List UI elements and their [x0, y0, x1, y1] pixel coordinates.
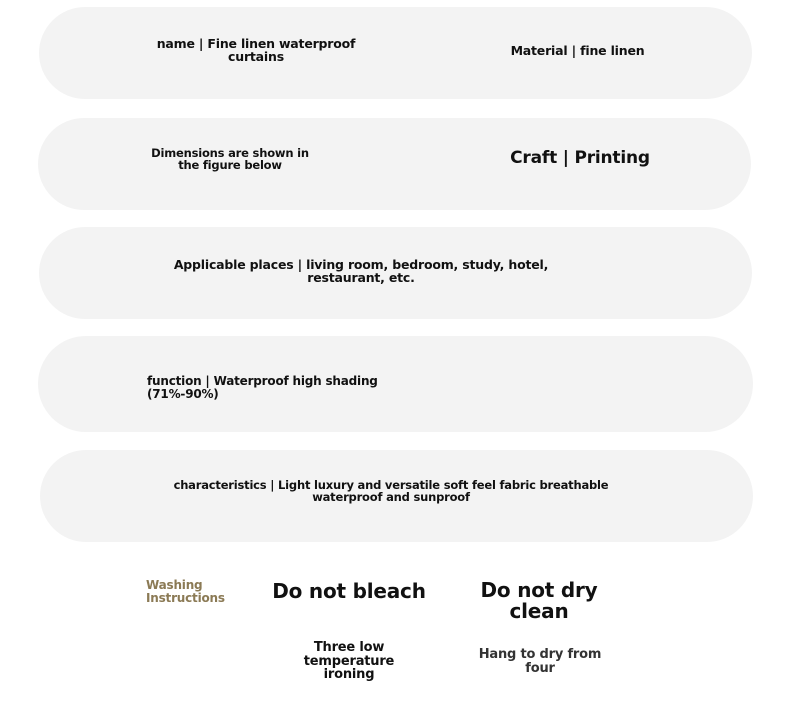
care-low-temperature-ironing: Three low temperature ironing	[303, 640, 395, 683]
spec-characteristics: characteristics | Light luxury and versatile soft feel fabric breathable waterproof and sunproof	[173, 478, 609, 505]
care-do-not-bleach: Do not bleach	[272, 579, 426, 603]
spec-material: Material | fine linen	[510, 43, 645, 58]
spec-dimensions: Dimensions are shown in the figure below	[151, 146, 309, 173]
care-hang-to-dry: Hang to dry from four	[478, 647, 602, 676]
spec-craft: Craft | Printing	[510, 148, 650, 168]
spec-applicable-places: Applicable places | living room, bedroom, study, hotel, restaurant, etc.	[173, 257, 549, 286]
care-do-not-dry-clean: Do not dry clean	[480, 578, 598, 623]
spec-function: function | Waterproof high shading (71%-90%)	[147, 374, 378, 401]
washing-instructions-label: Washing Instructions	[146, 578, 225, 605]
spec-name: name | Fine linen waterproof curtains	[156, 36, 356, 65]
